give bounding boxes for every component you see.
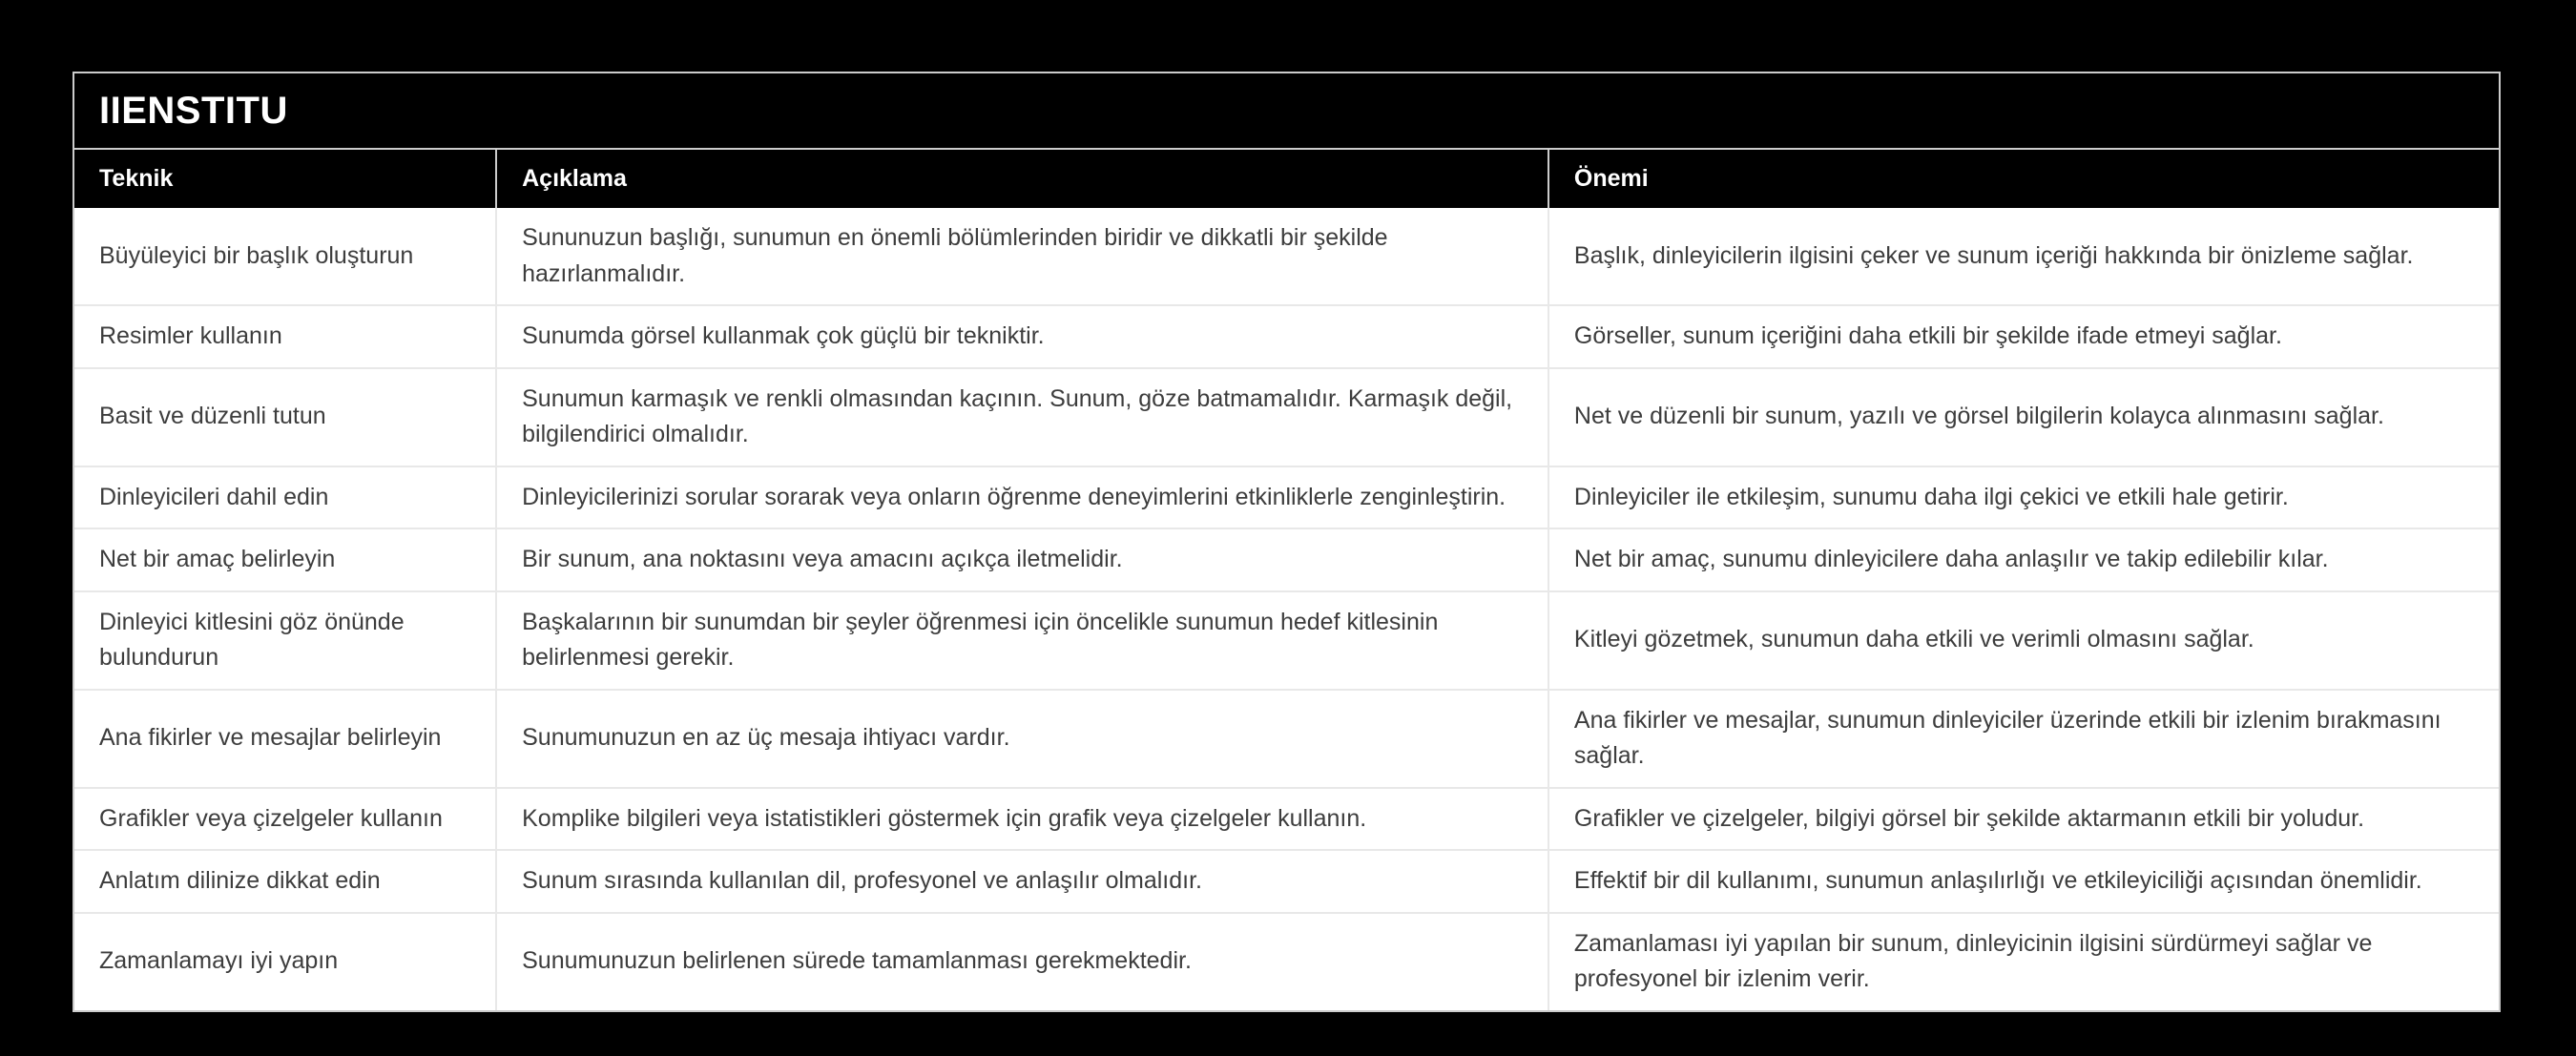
table-row xyxy=(74,850,2499,913)
cell-teknik: Ana fikirler ve mesajlar belirleyin xyxy=(74,690,496,788)
cell-aciklama: Bir sunum, ana noktasını veya amacını açıkça iletmelidir. xyxy=(496,528,1548,591)
table-row xyxy=(74,591,2499,690)
cell-teknik: Büyüleyici bir başlık oluşturun xyxy=(74,208,496,305)
cell-aciklama: Sununuzun başlığı, sunumun en önemli bölümlerinden biridir ve dikkatli bir şekilde hazırlanmalıdır. xyxy=(496,208,1548,305)
content-table-card xyxy=(73,72,2501,1012)
cell-onemi: Başlık, dinleyicilerin ilgisini çeker ve sunum içeriği hakkında bir önizleme sağlar. xyxy=(1548,208,2499,305)
table-row xyxy=(74,913,2499,1010)
techniques-table xyxy=(74,150,2499,1010)
table-row xyxy=(74,305,2499,368)
cell-aciklama: Sunumunuzun belirlenen sürede tamamlanması gerekmektedir. xyxy=(496,913,1548,1010)
cell-teknik: Resimler kullanın xyxy=(74,305,496,368)
cell-onemi: Effektif bir dil kullanımı, sunumun anlaşılırlığı ve etkileyiciliği açısından önemlidir. xyxy=(1548,850,2499,913)
cell-onemi: Dinleyiciler ile etkileşim, sunumu daha ilgi çekici ve etkili hale getirir. xyxy=(1548,466,2499,529)
cell-aciklama: Sunumun karmaşık ve renkli olmasından kaçının. Sunum, göze batmamalıdır. Karmaşık değil, bilgilendirici olmalıdır. xyxy=(496,368,1548,466)
brand-title: IIENSTITU xyxy=(99,89,288,132)
cell-teknik: Grafikler veya çizelgeler kullanın xyxy=(74,788,496,851)
cell-aciklama: Komplike bilgileri veya istatistikleri göstermek için grafik veya çizelgeler kullanın. xyxy=(496,788,1548,851)
column-header-onemi: Önemi xyxy=(1548,150,2499,208)
cell-teknik: Zamanlamayı iyi yapın xyxy=(74,913,496,1010)
table-row xyxy=(74,528,2499,591)
cell-onemi: Kitleyi gözetmek, sunumun daha etkili ve verimli olmasını sağlar. xyxy=(1548,591,2499,690)
brand-header xyxy=(74,73,2499,150)
table-row xyxy=(74,788,2499,851)
cell-aciklama: Dinleyicilerinizi sorular sorarak veya onların öğrenme deneyimlerini etkinliklerle zenginleştirin. xyxy=(496,466,1548,529)
table-row xyxy=(74,690,2499,788)
cell-onemi: Görseller, sunum içeriğini daha etkili bir şekilde ifade etmeyi sağlar. xyxy=(1548,305,2499,368)
cell-aciklama: Sunum sırasında kullanılan dil, profesyonel ve anlaşılır olmalıdır. xyxy=(496,850,1548,913)
table-row xyxy=(74,466,2499,529)
cell-teknik: Anlatım dilinize dikkat edin xyxy=(74,850,496,913)
cell-aciklama: Sunumda görsel kullanmak çok güçlü bir tekniktir. xyxy=(496,305,1548,368)
cell-aciklama: Başkalarının bir sunumdan bir şeyler öğrenmesi için öncelikle sunumun hedef kitlesinin belirlenmesi gerekir. xyxy=(496,591,1548,690)
cell-teknik: Basit ve düzenli tutun xyxy=(74,368,496,466)
cell-teknik: Dinleyicileri dahil edin xyxy=(74,466,496,529)
cell-onemi: Zamanlaması iyi yapılan bir sunum, dinleyicinin ilgisini sürdürmeyi sağlar ve profesyonel bir izlenim verir. xyxy=(1548,913,2499,1010)
cell-aciklama: Sunumunuzun en az üç mesaja ihtiyacı vardır. xyxy=(496,690,1548,788)
table-row xyxy=(74,368,2499,466)
cell-teknik: Dinleyici kitlesini göz önünde bulundurun xyxy=(74,591,496,690)
column-header-teknik: Teknik xyxy=(74,150,496,208)
cell-onemi: Net bir amaç, sunumu dinleyicilere daha anlaşılır ve takip edilebilir kılar. xyxy=(1548,528,2499,591)
cell-teknik: Net bir amaç belirleyin xyxy=(74,528,496,591)
header-row xyxy=(74,150,2499,208)
table-body xyxy=(74,208,2499,1010)
table-row xyxy=(74,208,2499,305)
cell-onemi: Ana fikirler ve mesajlar, sunumun dinleyiciler üzerinde etkili bir izlenim bırakmasını sağlar. xyxy=(1548,690,2499,788)
cell-onemi: Grafikler ve çizelgeler, bilgiyi görsel bir şekilde aktarmanın etkili bir yoludur. xyxy=(1548,788,2499,851)
cell-onemi: Net ve düzenli bir sunum, yazılı ve görsel bilgilerin kolayca alınmasını sağlar. xyxy=(1548,368,2499,466)
column-header-aciklama: Açıklama xyxy=(496,150,1548,208)
